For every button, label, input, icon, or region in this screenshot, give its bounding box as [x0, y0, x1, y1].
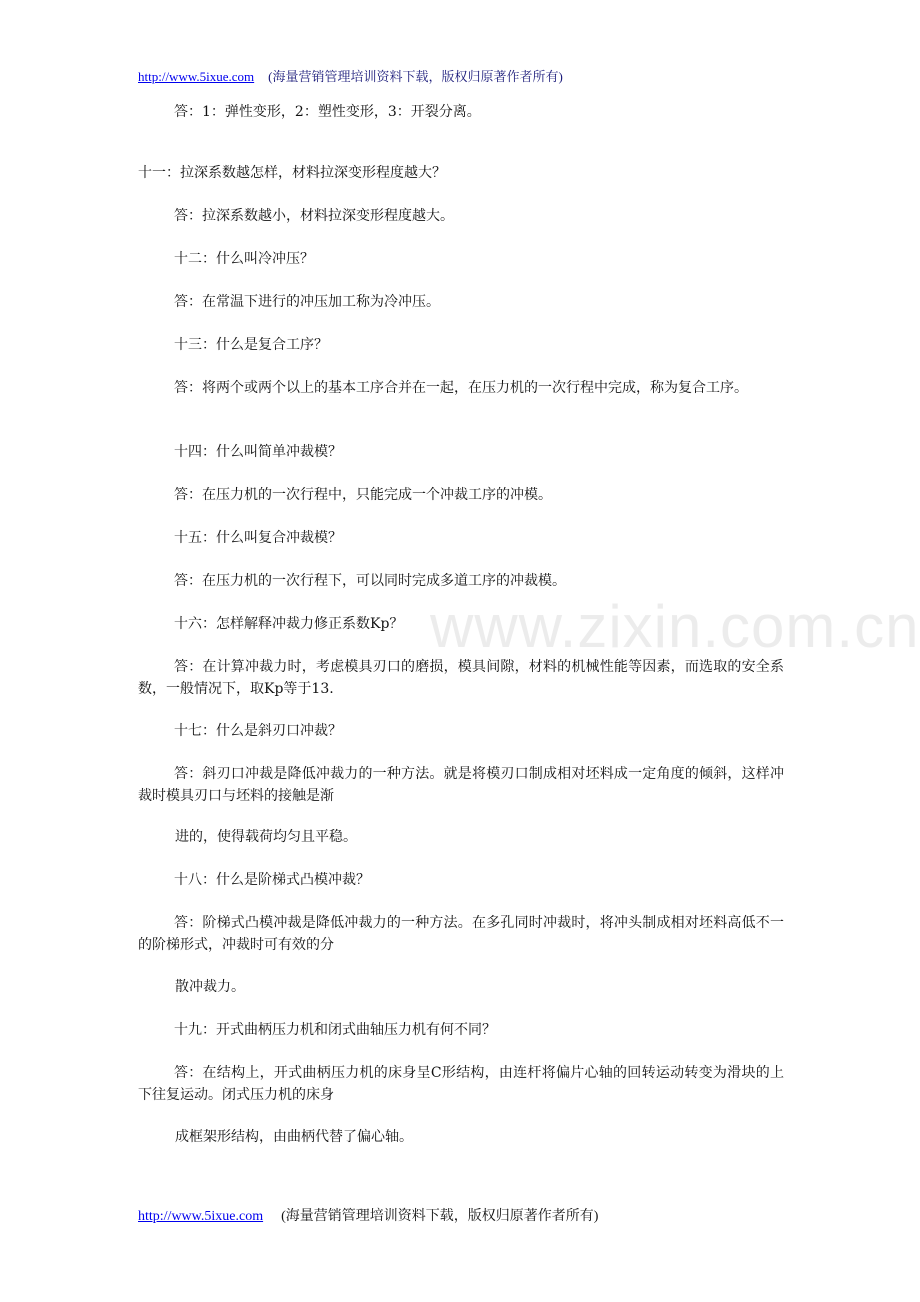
- watermark: www.zixin.com.cn: [430, 593, 920, 660]
- paragraph-answer-17: 答：斜刃口冲裁是降低冲裁力的一种方法。就是将模刃口制成相对坯料成一定角度的倾斜，这样冲裁时模具刃口与坯料的接触是渐: [138, 766, 784, 804]
- paragraph-question-15: 十五：什么叫复合冲裁模？: [174, 530, 342, 546]
- page-footer: [138, 1205, 598, 1225]
- paragraph-answer-17-cont: 进的，使得载荷均匀且平稳。: [175, 829, 357, 845]
- paragraph-answer-10: 答：1：弹性变形，2：塑性变形，3：开裂分离。: [174, 104, 481, 120]
- paragraph-answer-15: 答：在压力机的一次行程下，可以同时完成多道工序的冲裁模。: [174, 573, 566, 589]
- page-header: [138, 66, 563, 85]
- paragraph-answer-14: 答：在压力机的一次行程中，只能完成一个冲裁工序的冲模。: [174, 487, 552, 503]
- paragraph-answer-19: 答：在结构上，开式曲柄压力机的床身呈C形结构，由连杆将偏片心轴的回转运动转变为滑块的上下往复运动。闭式压力机的床身: [138, 1065, 784, 1103]
- paragraph-question-11: 十一：拉深系数越怎样，材料拉深变形程度越大？: [138, 165, 446, 181]
- paragraph-answer-16: 答：在计算冲裁力时，考虑模具刃口的磨损，模具间隙，材料的机械性能等因素，而选取的安全系数，一般情况下，取Kp等于13.: [138, 659, 784, 697]
- paragraph-question-14: 十四：什么叫简单冲裁模？: [174, 444, 342, 460]
- paragraph-question-12: 十二：什么叫冷冲压？: [174, 251, 314, 267]
- paragraph-question-18: 十八：什么是阶梯式凸模冲裁？: [174, 872, 370, 888]
- paragraph-answer-18-cont: 散冲裁力。: [175, 979, 245, 995]
- paragraph-question-19: 十九：开式曲柄压力机和闭式曲轴压力机有何不同？: [174, 1022, 496, 1038]
- paragraph-answer-19-cont: 成框架形结构，由曲柄代替了偏心轴。: [175, 1129, 413, 1145]
- paragraph-answer-12: 答：在常温下进行的冲压加工称为冷冲压。: [174, 294, 440, 310]
- header-link[interactable]: http://www.5ixue.com: [138, 69, 255, 84]
- paragraph-answer-18: 答：阶梯式凸模冲裁是降低冲裁力的一种方法。在多孔同时冲裁时，将冲头制成相对坯料高低不一的阶梯形式，冲裁时可有效的分: [138, 915, 784, 953]
- footer-note: (海量营销管理培训资料下载，版权归原著作者所有): [281, 1209, 599, 1224]
- paragraph-question-16: 十六：怎样解释冲裁力修正系数Kp？: [174, 616, 404, 632]
- paragraph-answer-13: 答：将两个或两个以上的基本工序合并在一起，在压力机的一次行程中完成，称为复合工序。: [174, 380, 748, 396]
- paragraph-question-13: 十三：什么是复合工序？: [174, 337, 328, 353]
- footer-link[interactable]: http://www.5ixue.com: [138, 1209, 264, 1224]
- header-note: (海量营销管理培训资料下载，版权归原著作者所有): [268, 69, 563, 84]
- paragraph-question-17: 十七：什么是斜刃口冲裁？: [174, 723, 342, 739]
- paragraph-answer-11: 答：拉深系数越小，材料拉深变形程度越大。: [174, 208, 454, 224]
